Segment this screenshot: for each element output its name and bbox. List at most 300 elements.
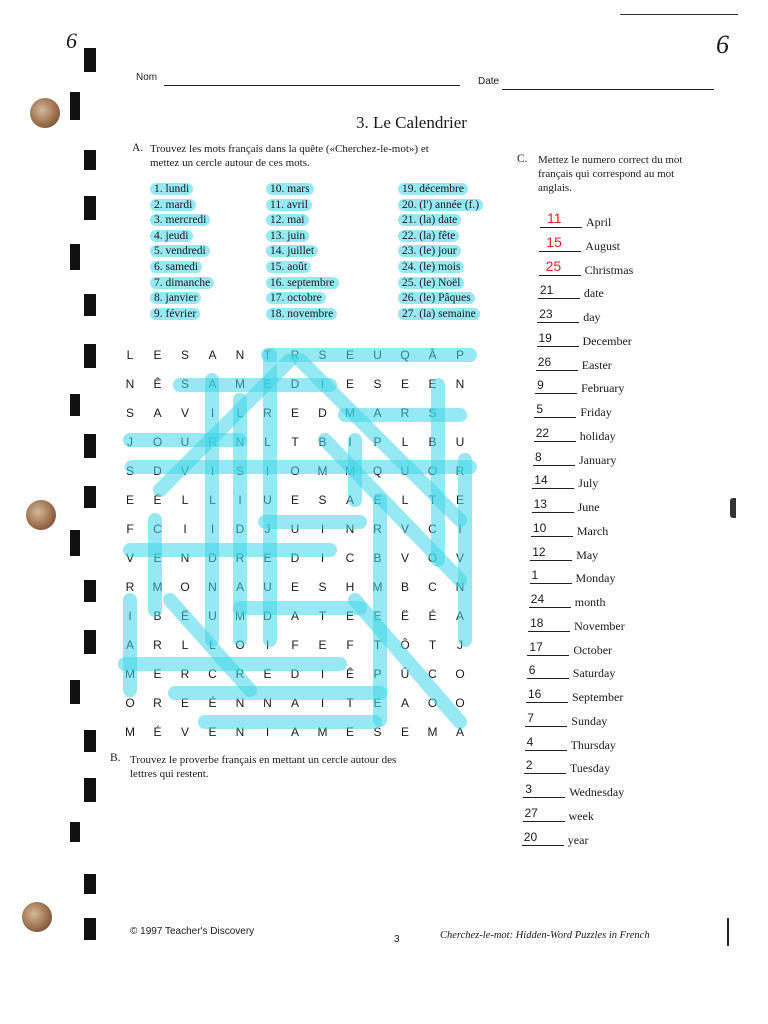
answer-number: 10	[532, 520, 547, 535]
grid-letter: B	[428, 435, 437, 449]
grid-letter: L	[181, 638, 189, 652]
answer-number: 17	[529, 639, 543, 654]
grid-letter: I	[210, 406, 215, 420]
grid-letter: R	[235, 667, 245, 681]
grid-letter: E	[428, 377, 437, 391]
grid-letter: Ê	[345, 667, 354, 681]
grid-letter: E	[180, 696, 189, 710]
answer-row	[523, 784, 673, 798]
grid-letter: R	[400, 406, 410, 420]
grid-letter: M	[427, 725, 438, 739]
english-word: April	[586, 215, 612, 229]
answer-blank[interactable]	[530, 583, 572, 584]
grid-letter: A	[455, 609, 464, 623]
grid-letter: I	[265, 464, 270, 478]
answer-blank[interactable]	[532, 488, 574, 489]
grid-letter: T	[318, 609, 327, 623]
grid-letter: F	[291, 638, 299, 652]
grid-letter: U	[373, 348, 382, 362]
grid-letter: L	[236, 406, 244, 420]
answer-row	[539, 233, 689, 253]
answer-row	[537, 309, 687, 323]
grid-letter: E	[290, 493, 299, 507]
grid-letter: M	[372, 580, 383, 594]
perforation-mark	[84, 630, 96, 654]
perforation-mark	[70, 530, 80, 556]
grid-letter: A	[345, 493, 354, 507]
answer-blank[interactable]	[522, 845, 564, 846]
word-list-item: 11. avril	[266, 199, 312, 211]
answer-blank[interactable]	[525, 750, 567, 751]
answer-blank[interactable]	[534, 417, 576, 418]
answer-blank[interactable]	[540, 227, 582, 228]
grid-letter: I	[128, 609, 132, 623]
perforation-mark	[84, 344, 96, 368]
answer-number: 20	[523, 829, 538, 844]
answer-number: 9	[537, 378, 544, 393]
english-word: March	[576, 523, 609, 538]
grid-letter: É	[428, 609, 437, 623]
grid-letter: E	[373, 696, 382, 710]
grid-letter: J	[457, 638, 463, 652]
grid-letter: C	[428, 580, 437, 594]
grid-letter: C	[208, 667, 217, 681]
section-b-letter: B.	[110, 752, 121, 764]
grid-letter: V	[125, 551, 134, 565]
grid-letter: C	[153, 522, 162, 536]
answer-number: 6	[528, 663, 536, 678]
grid-letter: D	[263, 609, 272, 623]
english-word: May	[576, 547, 599, 562]
grid-letter: Ë	[180, 609, 189, 623]
date-field-line[interactable]	[502, 89, 714, 90]
grid-letter: B	[153, 609, 162, 623]
answer-blank[interactable]	[533, 465, 575, 466]
perforation-mark	[84, 294, 96, 316]
word-list-item: 19. décembre	[398, 183, 468, 195]
grid-letter: I	[320, 551, 325, 565]
grid-letter: U	[180, 435, 190, 449]
perforation-mark	[84, 196, 96, 220]
grid-letter: É	[153, 493, 162, 507]
english-word: Christmas	[584, 262, 634, 277]
grid-letter: O	[125, 696, 135, 710]
answer-row	[534, 404, 684, 418]
binder-hole-bottom	[22, 902, 52, 932]
english-word: Wednesday	[569, 785, 625, 799]
answer-number: 25	[545, 257, 562, 274]
grid-letter: E	[290, 580, 299, 594]
grid-letter: C	[345, 551, 355, 565]
answer-blank[interactable]	[537, 322, 579, 323]
grid-letter: A	[208, 377, 217, 391]
grid-letter: M	[345, 464, 355, 478]
answer-blank[interactable]	[532, 512, 574, 513]
grid-letter: S	[373, 725, 382, 739]
word-list-item: 13. juin	[266, 230, 309, 242]
grid-letter: E	[345, 725, 354, 739]
answer-row	[538, 285, 688, 299]
grid-letter: R	[290, 348, 300, 362]
grid-letter: C	[428, 522, 437, 536]
grid-letter: S	[180, 348, 189, 362]
grid-letter: N	[235, 725, 245, 739]
grid-letter: T	[428, 493, 437, 507]
section-b-instructions: Trouvez le proverbe français en mettant un cercle autour des lettres qui restent.	[130, 754, 397, 780]
grid-letter: I	[320, 667, 325, 681]
answer-number: 24	[530, 592, 545, 606]
word-list-item: 7. dimanche	[150, 277, 214, 289]
perforation-mark	[84, 874, 96, 894]
grid-letter: N	[235, 696, 245, 710]
grid-letter: A	[400, 696, 409, 710]
grid-letter: I	[320, 377, 325, 391]
answer-number: 2	[525, 758, 533, 773]
grid-letter: E	[263, 377, 272, 391]
grid-letter: F	[126, 522, 134, 536]
answer-row	[536, 354, 686, 372]
grid-letter: L	[209, 493, 216, 507]
grid-letter: E	[345, 348, 354, 362]
answer-row	[532, 499, 682, 513]
answer-blank[interactable]	[523, 797, 565, 798]
grid-letter: Ê	[153, 377, 162, 391]
grid-letter: O	[180, 580, 190, 594]
english-word: Sunday	[571, 713, 608, 728]
english-word: July	[578, 476, 599, 491]
answer-row	[529, 594, 679, 608]
word-list-item: 17. octobre	[266, 292, 326, 304]
grid-letter: E	[455, 493, 464, 507]
answer-number: 18	[530, 615, 544, 630]
english-word: Thursday	[570, 737, 616, 752]
grid-letter: L	[401, 493, 409, 507]
grid-letter: A	[208, 348, 217, 362]
grid-letter: U	[263, 580, 272, 594]
answer-blank[interactable]	[539, 275, 581, 276]
answer-blank[interactable]	[528, 631, 570, 632]
english-word: November	[574, 618, 625, 633]
english-word: Easter	[581, 357, 612, 372]
grid-letter: J	[127, 435, 133, 449]
grid-letter: R	[153, 638, 162, 652]
grid-letter: U	[263, 493, 272, 507]
word-list-item: 2. mardi	[150, 199, 196, 211]
perforation-mark	[70, 244, 80, 270]
grid-letter: R	[235, 551, 245, 565]
english-word: December	[582, 333, 632, 348]
grid-letter: E	[263, 551, 272, 565]
grid-letter: I	[320, 696, 325, 710]
grid-letter: E	[345, 609, 354, 623]
perforation-mark	[70, 680, 80, 704]
word-list-item: 21. (la) date	[398, 214, 461, 226]
answer-blank[interactable]	[527, 655, 569, 656]
grid-letter: D	[153, 464, 162, 478]
nom-field-line[interactable]	[164, 85, 460, 86]
word-list-item: 26. (le) Pâques	[398, 292, 475, 304]
grid-letter: S	[125, 464, 134, 478]
grid-letter: I	[458, 522, 462, 536]
grid-letter: Â	[428, 348, 437, 362]
answer-row	[540, 210, 690, 229]
grid-letter: E	[400, 725, 409, 739]
word-list-item: 27. (la) semaine	[398, 308, 480, 320]
grid-letter: M	[317, 725, 328, 739]
grid-letter: R	[455, 464, 465, 478]
english-word: Saturday	[572, 666, 616, 681]
grid-letter: Û	[400, 667, 410, 681]
grid-letter: A	[125, 638, 134, 652]
answer-number: 19	[538, 330, 552, 345]
grid-letter: E	[373, 493, 382, 507]
perforation-mark	[84, 434, 96, 458]
word-list-item: 3. mercredi	[150, 214, 210, 226]
english-word: holiday	[579, 428, 616, 443]
grid-letter: U	[455, 435, 465, 449]
english-word: February	[581, 381, 625, 396]
english-word: month	[574, 595, 606, 609]
grid-letter: D	[290, 377, 300, 391]
grid-letter: M	[125, 667, 135, 681]
grid-letter: T	[373, 638, 382, 652]
section-a-letter: A.	[132, 142, 144, 154]
grid-letter: N	[125, 377, 135, 391]
grid-letter: O	[290, 464, 300, 478]
answer-blank[interactable]	[539, 251, 581, 252]
answer-row	[525, 710, 675, 728]
grid-letter: N	[455, 580, 465, 594]
english-word: January	[579, 452, 617, 467]
grid-letter: P	[373, 667, 382, 681]
word-list-item: 6. samedi	[150, 261, 202, 273]
answer-blank[interactable]	[531, 536, 573, 537]
grid-letter: A	[290, 696, 299, 710]
answer-row	[532, 475, 682, 489]
answer-blank[interactable]	[530, 560, 572, 561]
answer-number: 12	[532, 544, 546, 559]
grid-letter: N	[208, 580, 217, 594]
grid-letter: E	[373, 609, 382, 623]
grid-letter: P	[373, 435, 382, 449]
grid-letter: E	[290, 406, 299, 420]
grid-letter: R	[125, 580, 135, 594]
answer-blank[interactable]	[526, 702, 568, 703]
word-list-item: 15. août	[266, 261, 311, 273]
grid-letter: I	[348, 435, 352, 449]
answer-number: 27	[524, 805, 538, 820]
word-list-item: 9. février	[150, 308, 200, 320]
english-word: year	[567, 832, 589, 847]
grid-letter: E	[153, 667, 162, 681]
grid-letter: P	[455, 348, 464, 362]
grid-letter: A	[235, 580, 244, 594]
grid-letter: E	[400, 377, 409, 391]
right-edge-mark	[727, 918, 729, 946]
word-list-item: 14. juillet	[266, 245, 318, 257]
answer-number: 3	[525, 782, 532, 796]
grid-letter: H	[345, 580, 355, 594]
grid-letter: I	[320, 522, 325, 536]
grid-letter: T	[428, 638, 437, 652]
grid-letter: J	[264, 522, 271, 536]
grid-letter: B	[318, 435, 327, 449]
grid-letter: D	[290, 667, 300, 681]
english-word: date	[583, 286, 604, 301]
grid-letter: R	[180, 667, 190, 681]
grid-letter: S	[428, 406, 437, 420]
word-list-item: 12. mai	[266, 214, 309, 226]
grid-letter: E	[345, 377, 354, 391]
grid-letter: É	[153, 725, 162, 739]
answer-row	[526, 689, 676, 703]
answer-number: 15	[546, 233, 562, 250]
answer-row	[530, 570, 680, 584]
english-word: Friday	[580, 405, 612, 419]
grid-letter: A	[290, 725, 299, 739]
answer-blank[interactable]	[538, 298, 580, 299]
grid-letter: Ë	[400, 609, 409, 623]
grid-letter: D	[318, 406, 327, 420]
grid-letter: U	[208, 609, 217, 623]
grid-letter: T	[291, 435, 299, 449]
perforation-mark	[84, 778, 96, 802]
answer-blank[interactable]	[527, 678, 569, 679]
grid-letter: E	[318, 638, 327, 652]
answer-blank[interactable]	[525, 726, 567, 727]
grid-letter: Q	[372, 464, 383, 478]
answer-blank[interactable]	[524, 773, 566, 774]
grid-letter: B	[400, 580, 409, 594]
grid-letter: N	[455, 377, 465, 391]
perforation-mark	[84, 918, 96, 940]
grid-letter: L	[126, 348, 134, 362]
answer-blank[interactable]	[529, 607, 571, 608]
grid-letter: D	[290, 551, 300, 565]
grid-letter: T	[263, 348, 272, 362]
footer-page-number: 3	[394, 934, 400, 945]
answer-row	[524, 760, 674, 774]
grid-letter: I	[265, 638, 270, 652]
answer-number: 22	[535, 425, 550, 440]
grid-letter: E	[125, 493, 134, 507]
answer-row	[525, 734, 675, 752]
grid-letter: O	[427, 464, 438, 478]
grid-letter: B	[373, 551, 382, 565]
word-list-item: 8. janvier	[150, 292, 201, 304]
english-word: Monday	[575, 571, 616, 586]
grid-letter: I	[210, 522, 215, 536]
word-list-item: 22. (la) fête	[398, 230, 459, 242]
answer-number: 21	[539, 283, 554, 298]
grid-letter: L	[181, 493, 189, 507]
grid-letter: I	[238, 493, 242, 507]
word-list-item: 10. mars	[266, 183, 314, 195]
perforation-mark	[84, 48, 96, 72]
answer-number: 5	[536, 402, 544, 416]
grid-letter: C	[428, 667, 437, 681]
answer-blank[interactable]	[536, 370, 578, 371]
footer-book-title: Cherchez-le-mot: Hidden-Word Puzzles in French	[440, 930, 650, 941]
grid-letter: S	[318, 493, 327, 507]
answer-number: 16	[528, 687, 542, 701]
grid-letter: O	[455, 696, 465, 710]
answer-blank[interactable]	[535, 393, 577, 394]
answer-number: 8	[535, 449, 542, 464]
grid-letter: N	[180, 551, 190, 565]
word-list-item: 23. (le) jour	[398, 245, 461, 257]
grid-letter: U	[290, 522, 300, 536]
word-list-item: 24. (le) mois	[398, 261, 464, 273]
perforation-mark	[70, 394, 80, 416]
grid-letter: O	[455, 667, 465, 681]
grid-letter: M	[152, 580, 163, 594]
nom-label: Nom	[136, 72, 158, 83]
perforation-mark	[70, 92, 80, 120]
grid-letter: L	[209, 638, 216, 652]
english-word: Tuesday	[569, 761, 611, 776]
answer-row	[528, 615, 678, 633]
answer-row	[523, 805, 673, 823]
perforation-mark	[84, 486, 96, 508]
handwritten-number-left: 6	[66, 28, 77, 53]
grid-letter: M	[317, 464, 328, 478]
english-word: August	[585, 238, 620, 253]
perforation-mark	[84, 580, 96, 602]
grid-letter: V	[400, 551, 409, 565]
answer-row	[537, 330, 687, 348]
grid-letter: S	[180, 377, 189, 391]
right-edge-notch	[730, 498, 736, 518]
grid-letter: N	[263, 696, 272, 710]
grid-letter: O	[427, 696, 438, 710]
grid-letter: S	[125, 406, 134, 420]
answer-blank[interactable]	[523, 821, 565, 822]
grid-letter: D	[208, 551, 217, 565]
grid-letter: S	[318, 348, 327, 362]
grid-letter: O	[152, 435, 163, 449]
section-a-instructions: Trouvez les mots français dans la quête («Cherchez-le-mot») et mettez un cercle autour de ces mots.	[150, 143, 429, 169]
answer-blank[interactable]	[534, 441, 576, 442]
handwritten-number-right: 6	[716, 30, 729, 59]
answer-blank[interactable]	[537, 346, 579, 347]
word-list-item: 16. septembre	[266, 277, 339, 289]
grid-letter: V	[400, 522, 409, 536]
date-label: Date	[478, 76, 500, 87]
binder-hole-top	[30, 98, 60, 128]
grid-letter: N	[345, 522, 355, 536]
grid-letter: A	[290, 609, 299, 623]
answer-number: 13	[533, 497, 547, 511]
grid-letter: Ô	[400, 638, 410, 652]
grid-letter: E	[153, 551, 162, 565]
binder-hole-middle	[26, 500, 56, 530]
word-list-item: 20. (l') année (f.)	[398, 199, 483, 211]
top-pen-line	[620, 14, 738, 15]
word-list-item: 4. jeudi	[150, 230, 193, 242]
footer-copyright: © 1997 Teacher's Discovery	[130, 926, 255, 937]
grid-letter: I	[183, 522, 187, 536]
page-title: 3. Le Calendrier	[356, 113, 467, 132]
grid-letter: E	[263, 667, 272, 681]
word-list-item: 1. lundi	[150, 183, 193, 195]
grid-letter: N	[235, 348, 245, 362]
answer-number: 7	[527, 710, 534, 725]
answer-number: 11	[547, 210, 562, 226]
grid-letter: L	[264, 435, 271, 449]
answer-number: 23	[539, 307, 553, 321]
grid-letter: R	[263, 406, 272, 420]
